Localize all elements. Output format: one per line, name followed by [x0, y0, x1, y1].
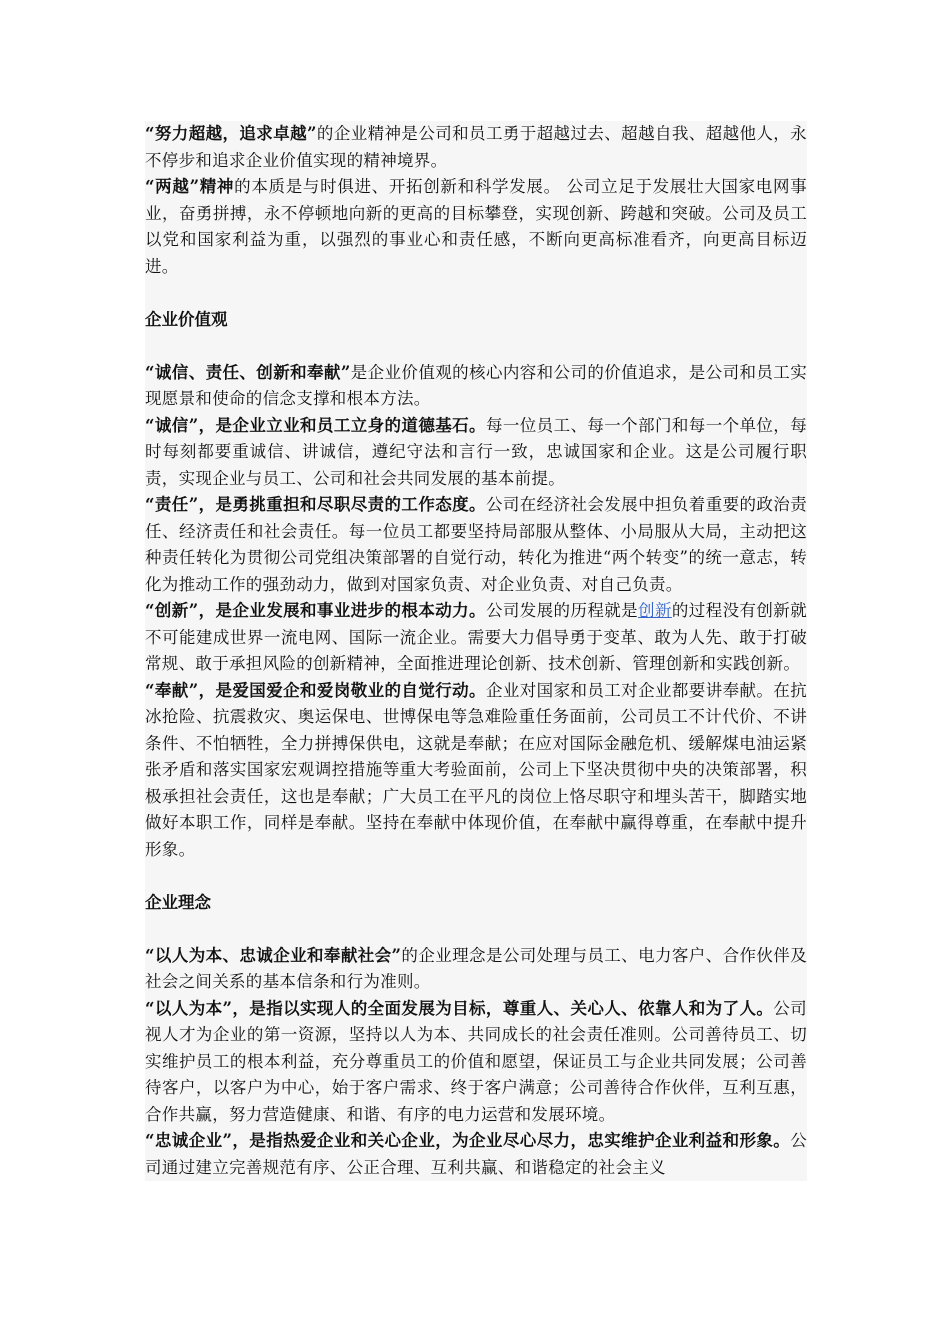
- dedication-paragraph: [145, 678, 807, 864]
- people-oriented-bold: “以人为本”，是指以实现人的全面发展为目标，尊重人、关心人、依靠人和为了人。: [145, 998, 774, 1018]
- dedication-text: 企业对国家和员工对企业都要讲奉献。在抗冰抢险、抗震救灾、奥运保电、世博保电等急难险重任务面前，公司员工不计代价、不讲条件、不怕牺牲，全力拼搏保供电，这就是奉献；在应对国际金融危机、缓解煤电油运紧张矛盾和落实国家宏观调控措施等重大考验面前，公司上下坚决贯彻中央的决策部署，积极承担社会责任，这也是奉献；广大员工在平凡的岗位上恪尽职守和埋头苦干，脚踏实地做好本职工作，同样是奉献。坚持在奉献中体现价值，在奉献中赢得尊重，在奉献中提升形象。: [145, 680, 808, 859]
- people-oriented-text: 公司视人才为企业的第一资源，坚持以人为本、共同成长的社会责任准则。公司善待员工、切实维护员工的根本利益，充分尊重员工的价值和愿望，保证员工与企业共同发展；公司善待客户，以客户为中心，始于客户需求、终于客户满意；公司善待合作伙伴，互利互惠，合作共赢，努力营造健康、和谐、有序的电力运营和发展环境。: [145, 998, 807, 1124]
- philosophy-intro-paragraph: [145, 943, 807, 996]
- spirit-paragraph: [145, 121, 807, 174]
- dedication-bold: “奉献”，是爱国爱企和爱岗敬业的自觉行动。: [145, 680, 486, 700]
- integrity-bold: “诚信”，是企业立业和员工立身的道德基石。: [145, 415, 486, 435]
- spacer: [145, 333, 807, 360]
- integrity-text: 每一位员工、每一个部门和每一个单位，每时每刻都要重诚信、讲诚信，遵纪守法和言行一致，忠诚国家和企业。这是公司履行职责，实现企业与员工、公司和社会共同发展的基本前提。: [145, 415, 808, 488]
- spirit-bold: “努力超越，追求卓越”: [145, 124, 317, 143]
- document-body: [145, 121, 807, 1181]
- values-intro-text: 是企业价值观的核心内容和公司的价值追求，是公司和员工实现愿景和使命的信念支撑和根本方法。: [145, 362, 807, 408]
- innovation-text-pre: 公司发展的历程就是: [485, 601, 639, 620]
- values-intro-bold: “诚信、责任、创新和奉献”: [145, 362, 351, 382]
- innovation-paragraph: [145, 598, 807, 678]
- values-intro-paragraph: [145, 360, 807, 413]
- two-surpass-text: 的本质是与时俱进、开拓创新和科学发展。 公司立足于发展壮大国家电网事业，奋勇拼搏，永不停顿地向新的更高的目标攀登，实现创新、跨越和突破。公司及员工以党和国家利益为重，以强烈的事业心和责任感，不断向更高标准看齐，向更高目标迈进。: [145, 177, 807, 276]
- spacer: [145, 280, 807, 307]
- innovation-text-post: 的过程没有创新就不可能建成世界一流电网、国际一流企业。需要大力倡导勇于变革、敢为人先、敢于打破常规、敢于承担风险的创新精神，全面推进理论创新、技术创新、管理创新和实践创新。: [145, 601, 807, 673]
- people-oriented-paragraph: [145, 996, 807, 1129]
- spirit-text: 的企业精神是公司和员工勇于超越过去、超越自我、超越他人，永不停步和追求企业价值实现的精神境界。: [145, 124, 807, 170]
- philosophy-heading: 企业理念: [145, 892, 211, 912]
- values-heading: 企业价值观: [145, 309, 228, 329]
- loyalty-text: 公司通过建立完善规范有序、公正合理、互利共赢、和谐稳定的社会主义: [145, 1131, 807, 1177]
- responsibility-paragraph: [145, 492, 807, 598]
- innovation-bold: “创新”，是企业发展和事业进步的根本动力。: [145, 601, 486, 620]
- two-surpass-paragraph: [145, 174, 807, 280]
- loyalty-paragraph: [145, 1128, 807, 1181]
- two-surpass-bold: “两越”精神: [145, 177, 235, 196]
- integrity-paragraph: [145, 413, 807, 493]
- philosophy-intro-text: 的企业理念是公司处理与员工、电力客户、合作伙伴及社会之间关系的基本信条和行为准则。: [145, 945, 807, 991]
- spacer: [145, 863, 807, 890]
- innovation-link[interactable]: 创新: [638, 601, 672, 620]
- philosophy-intro-bold: “以人为本、忠诚企业和奉献社会”: [145, 945, 402, 965]
- loyalty-bold: “忠诚企业”，是指热爱企业和关心企业，为企业尽心尽力，忠实维护企业利益和形象。: [145, 1131, 791, 1150]
- responsibility-bold: “责任”，是勇挑重担和尽职尽责的工作态度。: [145, 495, 486, 514]
- responsibility-text: 公司在经济社会发展中担负着重要的政治责任、经济责任和社会责任。每一位员工都要坚持局部服从整体、小局服从大局，主动把这种责任转化为贯彻公司党组决策部署的自觉行动，转化为推进“两个转变”的统一意志，转化为推动工作的强劲动力，做到对国家负责、对企业负责、对自己负责。: [145, 495, 808, 594]
- spacer: [145, 916, 807, 943]
